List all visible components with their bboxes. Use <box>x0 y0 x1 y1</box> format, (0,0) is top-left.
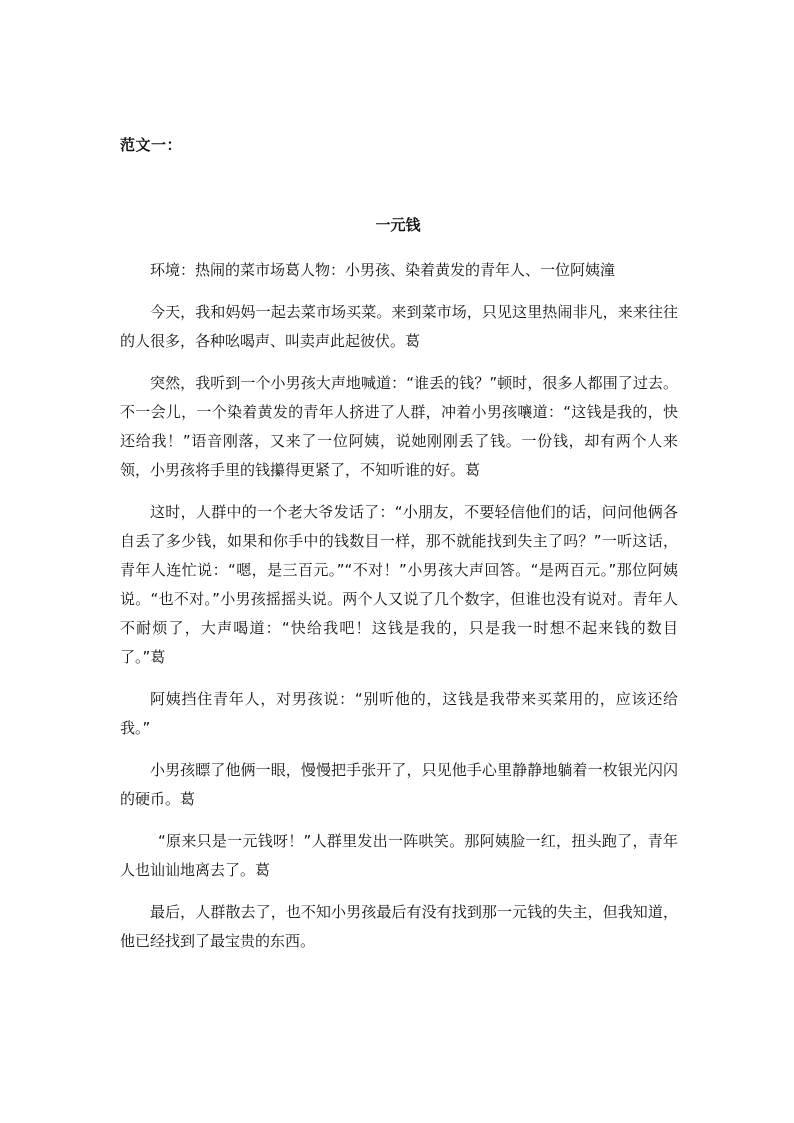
essay-body <box>120 256 678 969</box>
paragraph-conclusion: 最后，人群散去了，也不知小男孩最后有没有找到那一元钱的失主，但我知道，他已经找到了最宝贵的东西。 <box>120 903 678 950</box>
paragraph: 小男孩瞟了他俩一眼，慢慢把手张开了，只见他手心里静静地躺着一枚银光闪闪的硬币。葛 <box>120 761 678 808</box>
paragraph-setting: 环境：热闹的菜市场葛人物：小男孩、染着黄发的青年人、一位阿姨潼 <box>150 261 616 279</box>
paragraph: 今天，我和妈妈一起去菜市场买菜。来到菜市场，只见这里热闹非凡，来来往往的人很多，各种吆喝声、叫卖声此起彼伏。葛 <box>120 303 678 350</box>
section-label: 范文一： <box>120 136 183 154</box>
paragraph: “原来只是一元钱呀！”人群里发出一阵哄笑。那阿姨脸一红，扭头跑了，青年人也讪讪地离去了。葛 <box>120 832 678 879</box>
paragraph: 突然，我听到一个小男孩大声地喊道：“谁丢的钱？”顿时，很多人都围了过去。不一会儿，一个染着黄发的青年人挤进了人群，冲着小男孩嚷道：“这钱是我的，快还给我！”语音刚落，又来了一位阿姨，说她刚刚丢了钱。一份钱，却有两个人来领，小男孩将手里的钱攥得更紧了，不知听谁的好。葛 <box>120 374 678 479</box>
essay-title: 一元钱 <box>375 216 421 234</box>
paragraph: 阿姨挡住青年人，对男孩说：“别听他的，这钱是我带来买菜用的，应该还给我。” <box>120 690 678 737</box>
paragraph: 这时，人群中的一个老大爷发话了：“小朋友，不要轻信他们的话，问问他俩各自丢了多少钱，如果和你手中的钱数目一样，那不就能找到失主了吗？”一听这话，青年人连忙说：“嗯，是三百元。”“不对！”小男孩大声回答。“是两百元。”那位阿姨说。“也不对。”小男孩摇摇头说。两个人又说了几个数字，但谁也没有说对。青年人不耐烦了，大声喝道：“快给我吧！这钱是我的，只是我一时想不起来钱的数目了。”葛 <box>120 503 678 666</box>
